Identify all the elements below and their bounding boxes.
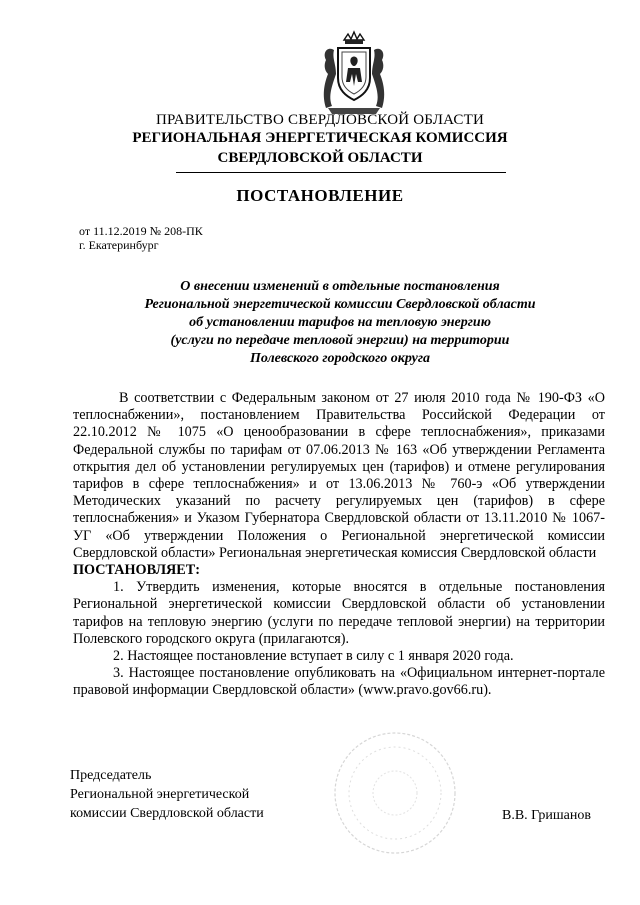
subject-line: О внесении изменений в отдельные постановления <box>180 279 500 294</box>
document-body <box>73 390 605 700</box>
resolution-item: 3. Настоящее постановление опубликовать на «Официальном интернет-портале правовой информации Свердловской области» (www.pravo.gov66.ru). <box>73 665 605 699</box>
signatory-position-line: комиссии Свердловской области <box>70 806 264 821</box>
signatory-name: В.В. Гришанов <box>502 808 591 823</box>
subject-line: об установлении тарифов на тепловую энергию <box>189 315 491 330</box>
document-subject <box>100 278 580 368</box>
resolves-heading: ПОСТАНОВЛЯЕТ: <box>73 562 200 579</box>
document-date-number: от 11.12.2019 № 208-ПК <box>79 224 203 238</box>
signatory-position-line: Региональной энергетической <box>70 787 250 802</box>
subject-line: (услуги по передаче тепловой энергии) на территории <box>170 333 510 348</box>
preamble-paragraph: В соответствии с Федеральным законом от 27 июля 2010 года № 190-ФЗ «О теплоснабжении», постановлением Правительства Российской Федерации от 22.10.2012 № 1075 «О ценообразовании в сфере теплоснабжения», приказами Федеральной службы по тарифам от 07.06.2013 № 163 «Об утверждении Регламента открытия дел об установлении регулируемых цен (тарифов) и отмене регулирования тарифов в сфере теплоснабжения» и от 13.06.2013 № 760-э «Об утверждении Методических указаний по расчету регулируемых цен (тарифов) в сфере теплоснабжения» и Указом Губернатора Свердловской области от 13.11.2010 № 1067-УГ «Об утверждении Положения о Региональной энергетической комиссии Свердловской области» Региональная энергетическая комиссия Свердловской области <box>73 390 605 561</box>
resolution-item: 2. Настоящее постановление вступает в силу с 1 января 2020 года. <box>113 648 514 665</box>
official-stamp-icon <box>330 728 460 858</box>
document-city: г. Екатеринбург <box>79 238 159 252</box>
header-divider <box>176 172 506 173</box>
signatory-position-line: Председатель <box>70 768 152 783</box>
document-type-title: ПОСТАНОВЛЕНИЕ <box>236 186 404 205</box>
header-region: СВЕРДЛОВСКОЙ ОБЛАСТИ <box>217 150 423 166</box>
signatory-position <box>70 766 264 823</box>
resolution-item: 1. Утвердить изменения, которые вносятся в отдельные постановления Региональной энергетической комиссии Свердловской области об установлении тарифов на тепловую энергию (услуги по передаче тепловой энергии) на территории Полевского городского округа (прилагаются). <box>73 579 605 647</box>
coat-of-arms-icon <box>318 30 390 116</box>
header-government: ПРАВИТЕЛЬСТВО СВЕРДЛОВСКОЙ ОБЛАСТИ <box>155 112 485 128</box>
subject-line: Региональной энергетической комиссии Свердловской области <box>144 297 536 312</box>
subject-line: Полевского городского округа <box>249 351 431 366</box>
header-commission: РЕГИОНАЛЬНАЯ ЭНЕРГЕТИЧЕСКАЯ КОМИССИЯ <box>132 130 508 146</box>
